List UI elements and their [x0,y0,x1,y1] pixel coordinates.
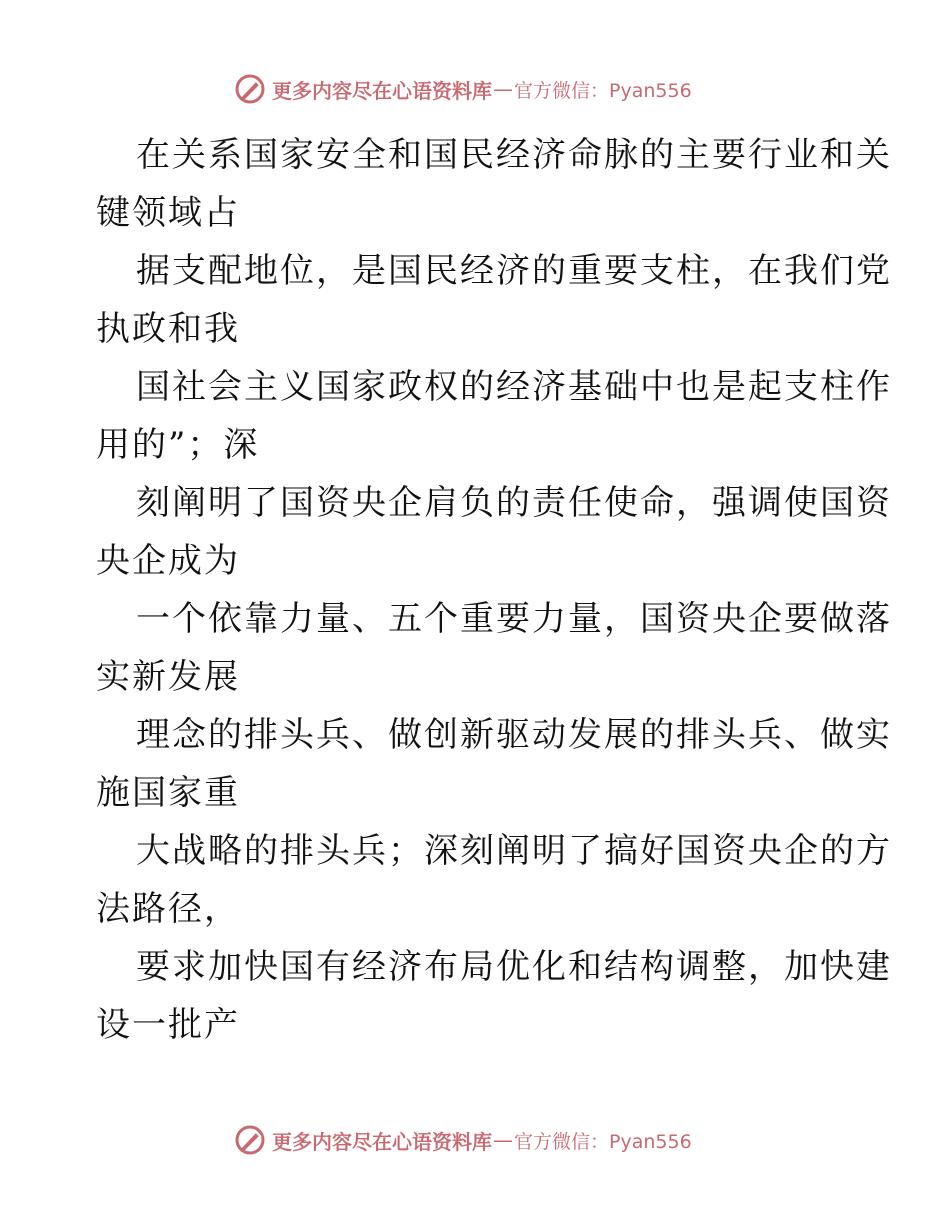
paragraph-line: 实新发展 [96,657,240,697]
quill-logo-icon [234,1124,266,1156]
paragraph-line: 央企成为 [96,541,240,581]
paragraph-line: 理念的排头兵、做创新驱动发展的排头兵、做实 [136,715,892,755]
paragraph-line: 法路径， [96,889,240,929]
paragraph-line: 在关系国家安全和国民经济命脉的主要行业和关 [136,135,892,175]
paragraph-line: 要求加快国有经济布局优化和结构调整，加快建 [136,947,892,987]
quill-logo-icon [234,73,266,105]
watermark-title: 更多内容尽在心语资料库 [272,78,492,103]
watermark-dash: — [493,77,513,101]
document-body [96,126,892,1054]
watermark-title: 更多内容尽在心语资料库 [272,1129,492,1154]
paragraph-line: 一个依靠力量、五个重要力量，国资央企要做落 [136,599,892,639]
header-watermark [234,72,692,106]
paragraph-line: 施国家重 [96,773,240,813]
footer-watermark [234,1123,692,1157]
paragraph-line: 据支配地位，是国民经济的重要支柱，在我们党 [136,251,892,291]
paragraph-line: 执政和我 [96,309,240,349]
paragraph-line: 刻阐明了国资央企肩负的责任使命，强调使国资 [136,483,892,523]
paragraph-line: 键领域占 [96,193,240,233]
paragraph-line: 大战略的排头兵；深刻阐明了搞好国资央企的方 [136,831,892,871]
paragraph-line: 设一批产 [96,1005,240,1045]
watermark-dash: — [493,1128,513,1152]
watermark-wechat: 官方微信：Pyan556 [514,1130,692,1153]
paragraph-line: 国社会主义国家政权的经济基础中也是起支柱作 [136,367,892,407]
watermark-wechat: 官方微信：Pyan556 [514,79,692,102]
paragraph-line: 用的”；深 [96,425,260,465]
